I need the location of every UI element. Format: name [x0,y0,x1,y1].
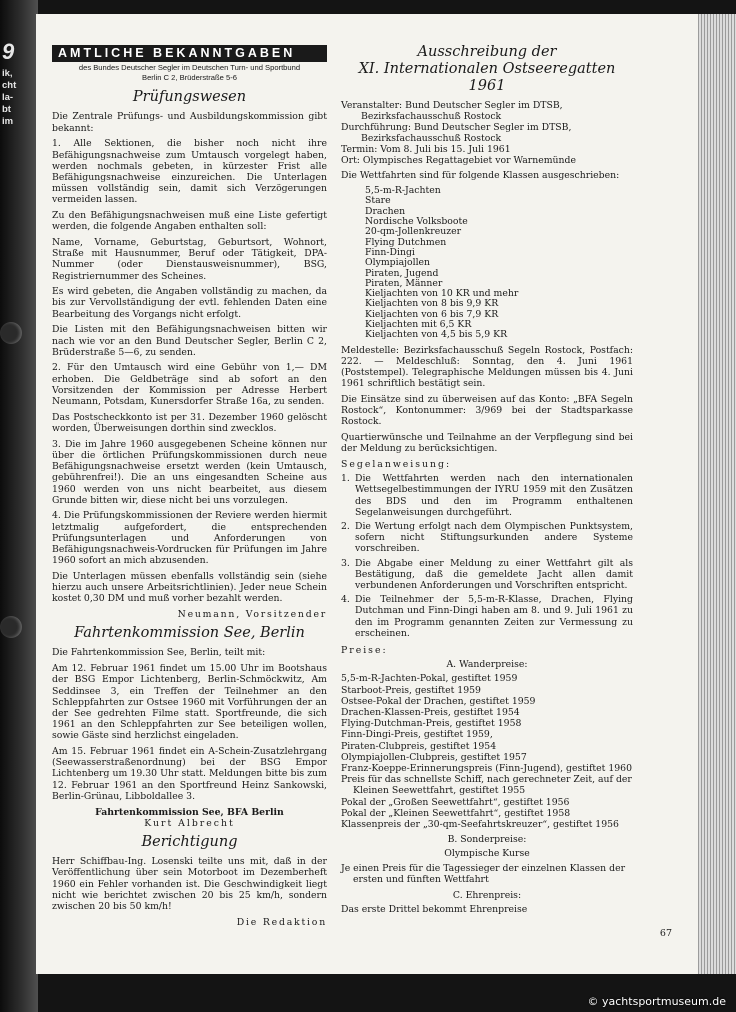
instruction-item [341,473,633,518]
prize-item: Klassenpreis der „30-qm-Seefahrtskreuzer“, gestiftet 1956 [341,819,619,831]
instruction-number: 3. [341,557,350,569]
class-item: Kieljachten von 4,5 bis 5,9 KR [365,329,508,341]
paragraph: Name, Vorname, Geburtstag, Geburtsort, Wohnort, Straße mit Hausnummer, Beruf oder Tätigkeit, DPA-Nummer (oder Dienstausweisnummer), BSG, Registriernummer des Scheines. [52,236,327,282]
subheading-wanderpreise: A. Wanderpreise: [446,659,528,671]
fragment-glyph: 9 [2,39,15,64]
instruction-text: Die Teilnehmer der 5,5-m-R-Klasse, Drachen, Flying Dutchman und Finn-Dingi haben am 8. und 9. Juli 1961 zu den im Programm genannten Zeiten zur Vermessung zu erscheinen. [355,594,633,639]
section-title-pruefungswesen: Prüfungswesen [132,89,247,106]
instruction-text: Die Wertung erfolgt nach dem Olympischen Punktsystem, sofern nicht Stiftungsurkunden andere Systeme vorschreiben. [355,520,633,555]
paragraph: Die Unterlagen müssen ebenfalls vollständig sein (siehe hierzu auch unsere Arbeitsrichtlinien). Jeder neue Schein kostet 0,30 DM und muß vorher bezahlt werden. [52,570,327,605]
paragraph: Herr Schiffbau-Ing. Losenski teilte uns mit, daß in der Veröffentlichung über sein Motorboot im Dezemberheft 1960 ein Fehler vorhanden ist. Die Geschwindigkeit liegt nicht wie berichtet zwischen 20 bis 25 km/h, sondern zwischen 20 bis 50 km/h! [52,856,327,912]
prize-item: Preis für das schnellste Schiff, nach gerechneter Zeit, auf der Kleinen Seewettfahrt, gestiftet 1955 [341,774,632,797]
class-list [365,186,633,340]
class-item: 20-qm-Jollenkreuzer [365,226,462,238]
meta-line: Termin: Vom 8. Juli bis 15. Juli 1961 [341,143,511,155]
paragraph: Am 15. Februar 1961 findet ein A-Schein-Zusatzlehrgang (Seewasserstraßenordnung) bei der BSG Empor Lichtenberg um 19.30 Uhr statt. Meldungen bitte bis zum 12. Februar 1961 an den Sportfreund Heinz Sankowski, Berlin-Grünau, Libboldallee 3. [52,746,327,802]
prize-item: Finn-Dingi-Preis, gestiftet 1959, [341,729,493,741]
section-title-fahrtenkommission: Fahrtenkommission See, Berlin [74,625,305,642]
paragraph: Die Listen mit den Befähigungsnachweisen bitten wir nach wie vor an den Bund Deutscher Segler, Berlin C 2, Brüderstraße 5—6, zu senden. [52,324,327,358]
paragraph: Meldestelle: Bezirksfachausschuß Segeln Rostock, Postfach: 222. — Meldeschluß: Sonntag, den 4. Juni 1961 (Poststempel). Telegraphische Meldungen müssen bis 4. Juni 1961 schriftlich bestätigt sein. [341,344,633,390]
prize-item: 5,5-m-R-Jachten-Pokal, gestiftet 1959 [341,673,518,685]
paragraph: Je einen Preis für die Tagessieger der einzelnen Klassen der ersten und fünften Wettfahrt [341,862,626,885]
page-number: 67 [659,928,672,939]
meta-line: Bezirksfachausschuß Rostock [361,110,502,122]
prize-item: Flying-Dutchman-Preis, gestiftet 1958 [341,718,522,730]
class-item: Stare [365,195,391,207]
prize-item: Ostsee-Pokal der Drachen, gestiftet 1959 [341,695,536,707]
banner-subtitle-line: des Bundes Deutscher Segler im Deutschen Turn- und Sportbund [78,63,301,73]
subheading-preise: Preise: [341,644,388,656]
class-item: Flying Dutchmen [365,236,447,248]
prize-item: Olympiajollen-Clubpreis, gestiftet 1957 [341,751,527,763]
prize-list [341,673,633,830]
class-item: Olympiajollen [365,257,431,269]
paragraph: Am 12. Februar 1961 findet um 15.00 Uhr im Bootshaus der BSG Empor Lichtenberg, Berlin-Schmöckwitz, Am Seddinsee 3, ein Treffen der Teilnehmer an den Schleppfahrten zur Ostsee 1960 mit Vorführungen der an der See gedrehten Filme statt. Sportfreunde, die sich 1961 an den Schleppfahrten zur See beteiligen wollen, sowie Gäste sind herzlichst eingeladen. [52,663,327,742]
banner-subtitle-line: Berlin C 2, Brüderstraße 5-6 [142,72,237,82]
signature-organisation: Fahrtenkommission See, BFA Berlin [95,806,284,818]
paragraph: Das Postscheckkonto ist per 31. Dezember 1960 gelöscht worden, Überweisungen dorthin sind zwecklos. [52,411,327,434]
class-item: Kieljachten von 10 KR und mehr [365,288,519,300]
prize-item: Pokal der „Großen Seewettfahrt“, gestiftet 1956 [341,796,570,808]
instruction-text: Die Wettfahrten werden nach den internationalen Wettsegelbestimmungen der IYRU 1959 mit den Zusätzen des BDS und den im Programm enthaltenen Segelanweisungen durchgeführt. [355,473,633,518]
paragraph: Die Wettfahrten sind für folgende Klassen ausgeschrieben: [341,170,620,182]
class-item: Kieljachten von 8 bis 9,9 KR [365,298,499,310]
instruction-text: Die Abgabe einer Meldung zu einer Wettfahrt gilt als Bestätigung, daß die gemeldete Jacht allen damit verbundenen Anforderungen und Vorschriften entspricht. [355,557,633,591]
previous-page-fragment [0,40,34,170]
paragraph: Quartierwünsche und Teilnahme an der Verpflegung sind bei der Meldung zu berücksichtigen. [341,432,633,455]
page-edges [698,14,736,974]
class-item: Drachen [365,205,406,217]
class-item: Finn-Dingi [365,246,415,258]
meta-line: Bezirksfachausschuß Rostock [361,132,502,144]
meta-line: Ort: Olympisches Regattagebiet vor Warnemünde [341,154,576,166]
fragment-line: cht [2,80,17,91]
meta-line: Veranstalter: Bund Deutscher Segler im DTSB, [341,100,563,111]
watermark-credit: © yachtsportmuseum.de [587,995,726,1008]
right-column [341,44,633,919]
subheading-sonderpreise: B. Sonderpreise: [447,834,527,846]
class-item: Kieljachten von 6 bis 7,9 KR [365,308,499,320]
prize-item: Franz-Koeppe-Erinnerungspreis (Finn-Jugend), gestiftet 1960 [341,763,632,774]
instruction-item [341,521,633,555]
paragraph: Es wird gebeten, die Angaben vollständig zu machen, da bis zur Vervollständigung der evtl. fehlenden Daten eine Bearbeitung des Vorgangs nicht erfolgt. [52,286,327,320]
meta-line: Durchführung: Bund Deutscher Segler im DTSB, [341,121,572,133]
subheading-olympische-kurse: Olympische Kurse [444,848,530,860]
instruction-item [341,594,633,639]
article-title-line1: Ausschreibung der [417,44,557,60]
subheading-ehrenpreis: C. Ehrenpreis: [452,889,522,901]
paragraph: Die Fahrtenkommission See, Berlin, teilt mit: [52,647,266,659]
class-item: Piraten, Männer [365,277,443,289]
instruction-number: 4. [341,594,350,606]
instruction-number: 1. [341,473,350,485]
banner-subtitle [52,63,327,82]
prize-item: Piraten-Clubpreis, gestiftet 1954 [341,740,497,752]
fragment-line: la- [2,92,14,103]
paragraph: Das erste Drittel bekommt Ehrenpreise [341,903,528,915]
class-item: Nordische Volksboote [365,216,468,228]
paragraph: Die Einsätze sind zu überweisen auf das Konto: „BFA Segeln Rostock“, Kontonummer: 3/969 bei der Stadtsparkasse Rostock. [341,393,633,428]
paragraph: Die Zentrale Prüfungs- und Ausbildungskommission gibt bekannt: [52,111,327,134]
punch-hole [0,322,22,344]
instruction-number: 2. [341,520,350,532]
article-title-line2: XI. Internationalen Ostseeregatten 1961 [358,61,616,94]
fragment-line: im [2,116,14,127]
punch-hole [0,616,22,638]
fragment-line: ik, [2,68,13,79]
paragraph: Zu den Befähigungsnachweisen muß eine Liste gefertigt werden, die folgende Angaben enthalten soll: [52,210,327,233]
subheading-segelanweisung: Segelanweisung: [341,458,452,470]
signature: Die Redaktion [236,916,327,928]
class-item: Piraten, Jugend [365,267,439,279]
prize-item: Starboot-Preis, gestiftet 1959 [341,684,481,696]
class-item: 5,5-m-R-Jachten [365,185,441,197]
fragment-line: bt [2,104,11,115]
class-item: Kieljachten mit 6,5 KR [365,319,472,330]
sailing-instructions [341,473,633,639]
left-column [52,45,327,932]
prize-item: Drachen-Klassen-Preis, gestiftet 1954 [341,706,520,718]
signature: Neumann, Vorsitzender [177,609,327,621]
paragraph: 4. Die Prüfungskommissionen der Reviere werden hiermit letztmalig aufgefordert, die entsprechenden Prüfungsunterlagen und Anforderungen von Befähigungsnachweis-Vordrucken für Prüfungen im Jahre 1960 sofort an mich abzusenden. [52,510,327,567]
meta-list [341,101,633,166]
signature: Kurt Albrecht [144,817,235,829]
official-notices-banner: AMTLICHE BEKANNTGABEN [52,45,327,62]
prize-item: Pokal der „Kleinen Seewettfahrt“, gestiftet 1958 [341,807,571,819]
paragraph: 2. Für den Umtausch wird eine Gebühr von 1,— DM erhoben. Die Geldbeträge sind ab sofort an den Vorsitzenden der Kommission per Adresse Herbert Neumann, Potsdam, Kunersdorfer Straße 16a, zu senden. [52,362,327,408]
paragraph: 1. Alle Sektionen, die bisher noch nicht ihre Befähigungsnachweise zum Umtausch vorgelegt haben, werden nochmals gebeten, in kürzester Frist alle Befähigungsnachweise einzureichen. Die Unterlagen müssen vollständig sein, damit sich Verzögerungen vermeiden lassen. [52,138,327,206]
paragraph: 3. Die im Jahre 1960 ausgegebenen Scheine können nur über die örtlichen Prüfungskommissionen durch neue Befähigungsnachweise ersetzt werden (kein Umtausch, gebührenfrei!). Die an uns eingesandten Scheine aus 1960 werden von uns nicht bearbeitet, aus diesem Grunde bitten wir, diese nicht bei uns vorzulegen. [52,438,327,506]
section-title-berichtigung: Berichtigung [141,833,238,850]
instruction-item [341,558,633,592]
